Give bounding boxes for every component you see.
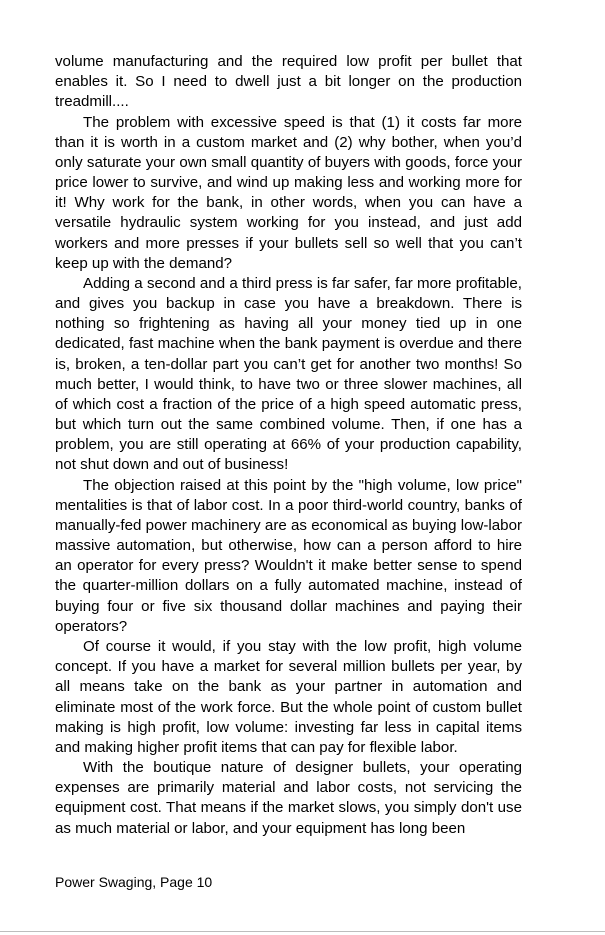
paragraph-excessive-speed: The problem with excessive speed is that (1) it costs far more than it is worth in a custom market and (2) why bother, when you’d only saturate your own small quantity of buyers with goods, force your price lower to survive, and wind up making less and working more for it! Why work for the bank, in other words, when you can have a versatile hydraulic system working for you instead, and just add workers and more presses if your bullets sell so well that you can’t keep up with the demand?	[55, 113, 522, 272]
body-text	[55, 52, 522, 839]
paragraph-boutique-bullets: With the boutique nature of designer bullets, your operating expenses are primarily material and labor costs, not servicing the equipment cost. That means if the market slows, you simply don't use as much material or labor, and your equipment has long been	[55, 759, 522, 837]
page-footer: Power Swaging, Page 10	[55, 874, 213, 890]
paragraph-additional-presses: Adding a second and a third press is far safer, far more profitable, and gives you backup in case you have a breakdown. There is nothing so frightening as having all your money tied up in one dedicated, fast machine when the bank payment is overdue and there is, broken, a ten-dollar part you can’t get for another two months! So much better, I would think, to have two or three slower machines, all of which cost a fraction of the price of a high speed automatic press, but which turn out the same combined volume. Then, if one has a problem, you are still operating at 66% of your production capability, not shut down and out of business!	[55, 274, 522, 474]
paragraph-continuation: volume manufacturing and the required low profit per bullet that enables it. So I need to dwell just a bit longer on the production treadmill....	[55, 53, 522, 111]
paragraph-labor-cost: The objection raised at this point by the "high volume, low price" mentalities is that of labor cost. In a poor third-world country, banks of manually-fed power machinery are as economical as buying low-labor massive automation, but otherwise, how can a person afford to hire an operator for every press? Wouldn't it make better sense to spend the quarter-million dollars on a fully automated machine, instead of buying four or five six thousand dollar machines and paying their operators?	[55, 476, 522, 635]
page-bottom-divider	[0, 931, 605, 932]
paragraph-high-profit: Of course it would, if you stay with the low profit, high volume concept. If you have a market for several million bullets per year, by all means take on the bank as your partner in automation and eliminate most of the work force. But the whole point of custom bullet making is high profit, low volume: investing far less in capital items and making higher profit items that can pay for flexible labor.	[55, 637, 522, 756]
